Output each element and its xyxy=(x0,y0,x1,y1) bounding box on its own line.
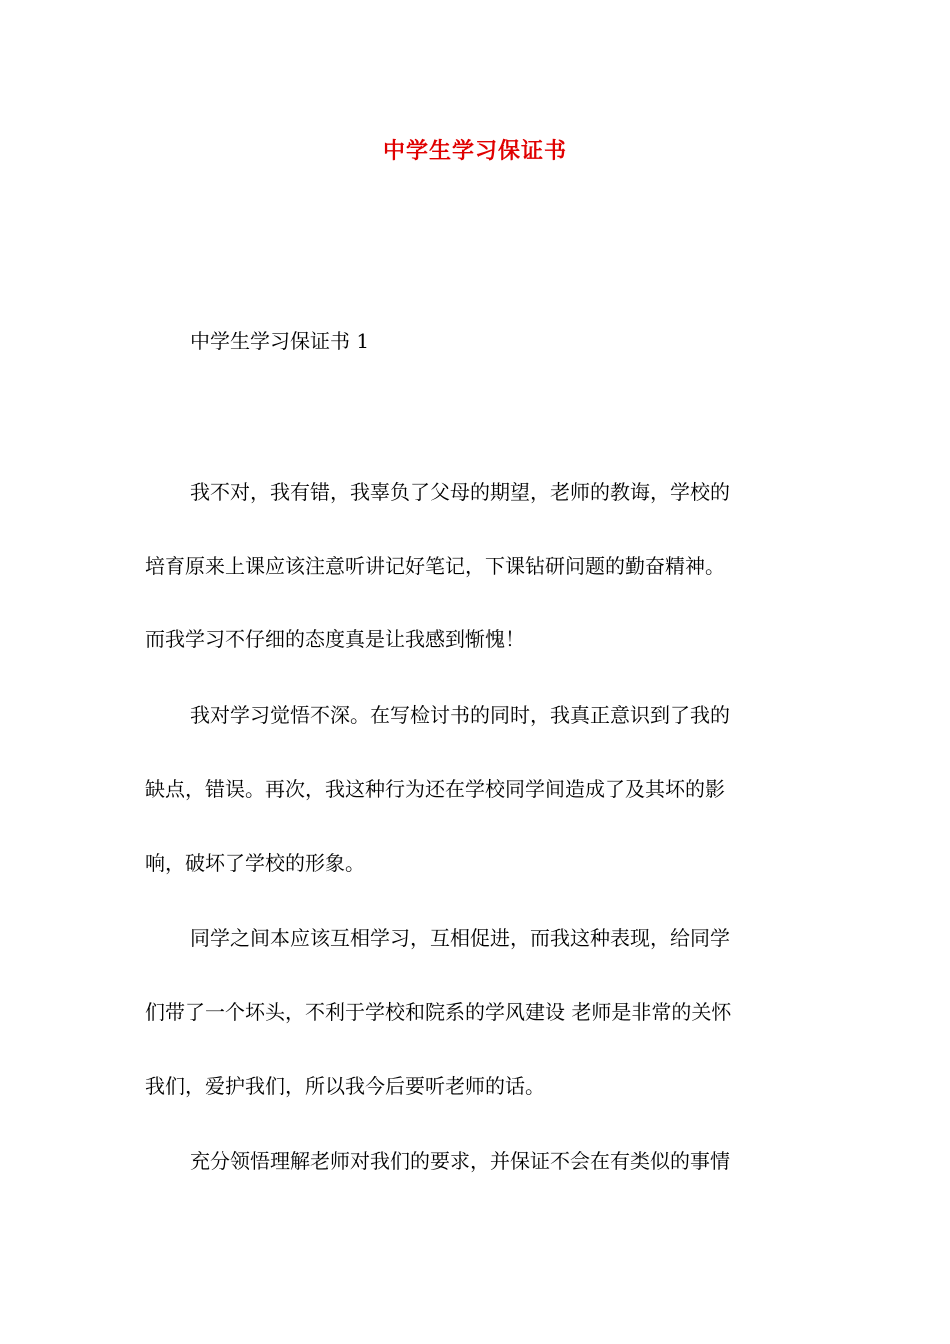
document-title: 中学生学习保证书 xyxy=(382,138,567,164)
paragraph-line: 培育原来上课应该注意听讲记好笔记，下课钻研问题的勤奋精神。 xyxy=(145,554,725,578)
paragraph-line: 同学之间本应该互相学习，互相促进，而我这种表现，给同学 xyxy=(190,926,730,950)
paragraph-line: 缺点，错误。再次，我这种行为还在学校同学间造成了及其坏的影 xyxy=(145,777,725,801)
paragraph-line: 充分领悟理解老师对我们的要求，并保证不会在有类似的事情 xyxy=(190,1149,730,1173)
paragraph-line: 我对学习觉悟不深。在写检讨书的同时，我真正意识到了我的 xyxy=(190,703,730,727)
paragraph-line: 响，破坏了学校的形象。 xyxy=(145,851,365,875)
section-heading: 中学生学习保证书 1 xyxy=(190,329,370,353)
paragraph-line: 我不对，我有错，我辜负了父母的期望，老师的教诲，学校的 xyxy=(190,480,730,504)
paragraph-line: 们带了一个坏头，不利于学校和院系的学风建设 老师是非常的关怀 xyxy=(145,1000,732,1024)
paragraph-line: 我们，爱护我们，所以我今后要听老师的话。 xyxy=(145,1074,545,1098)
paragraph-line: 而我学习不仔细的态度真是让我感到惭愧！ xyxy=(145,627,525,651)
